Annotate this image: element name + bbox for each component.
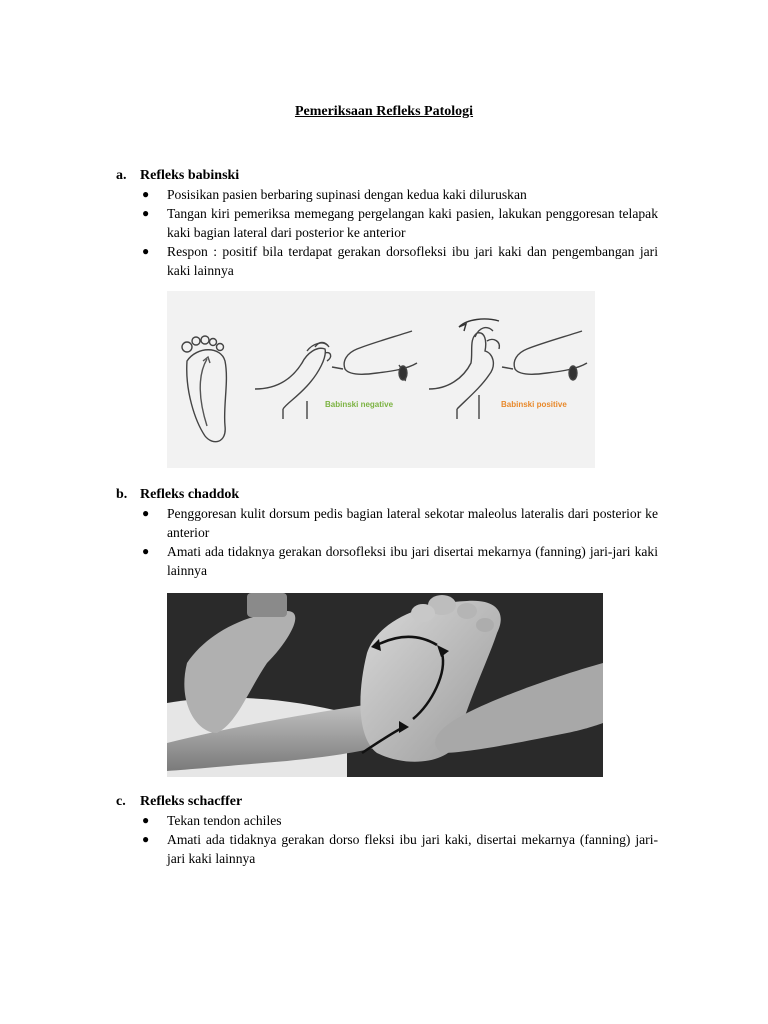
chaddok-photo (167, 593, 603, 777)
babinski-drawing (167, 291, 595, 468)
bullet-list (116, 811, 658, 868)
section-letter: a. (116, 168, 127, 183)
bullet-icon: ● (142, 244, 150, 258)
section-heading (116, 167, 658, 185)
section-title: Refleks babinski (140, 168, 240, 183)
list-item: ● Posisikan pasien berbaring supinasi dengan kedua kaki diluruskan (142, 187, 527, 202)
bullet-list (116, 504, 658, 580)
list-item: ● Penggoresan kulit dorsum pedis bagian lateral sekotar maleolus lateralis dari posterior ke anterior (142, 506, 658, 540)
list-item: ● Amati ada tidaknya gerakan dorso fleksi ibu jari kaki, disertai mekarnya (fanning) jari-jari kaki lainnya (142, 832, 658, 866)
chaddok-drawing (167, 593, 603, 777)
bullet-icon: ● (142, 506, 150, 520)
list-item: ● Respon : positif bila terdapat gerakan dorsofleksi ibu jari kaki dan pengembangan jari kaki lainnya (142, 244, 658, 278)
bullet-icon: ● (142, 832, 150, 846)
page-title: Pemeriksaan Refleks Patologi (294, 104, 474, 119)
section-heading (116, 793, 658, 811)
section-heading (116, 486, 658, 504)
section-title: Refleks chaddok (140, 487, 240, 502)
bullet-icon: ● (142, 544, 150, 558)
section-title: Refleks schacffer (140, 794, 243, 809)
list-item: ● Tangan kiri pemeriksa memegang pergelangan kaki pasien, lakukan penggoresan telapak kaki bagian lateral dari posterior ke anterior (142, 206, 658, 240)
babinski-negative-label: Babinski negative (325, 400, 394, 409)
babinski-positive-label: Babinski positive (501, 400, 567, 409)
bullet-list (116, 185, 658, 280)
bullet-icon: ● (142, 187, 150, 201)
list-item: ● Tekan tendon achiles (142, 813, 282, 828)
section-babinski (116, 167, 658, 280)
bullet-icon: ● (142, 813, 150, 827)
section-letter: c. (116, 794, 126, 809)
section-schacffer (116, 793, 658, 868)
bullet-icon: ● (142, 206, 150, 220)
section-letter: b. (116, 487, 128, 502)
section-chaddok (116, 486, 658, 580)
babinski-illustration (167, 291, 595, 468)
list-item: ● Amati ada tidaknya gerakan dorsofleksi ibu jari disertai mekarnya (fanning) jari-jari kaki lainnya (142, 544, 658, 578)
